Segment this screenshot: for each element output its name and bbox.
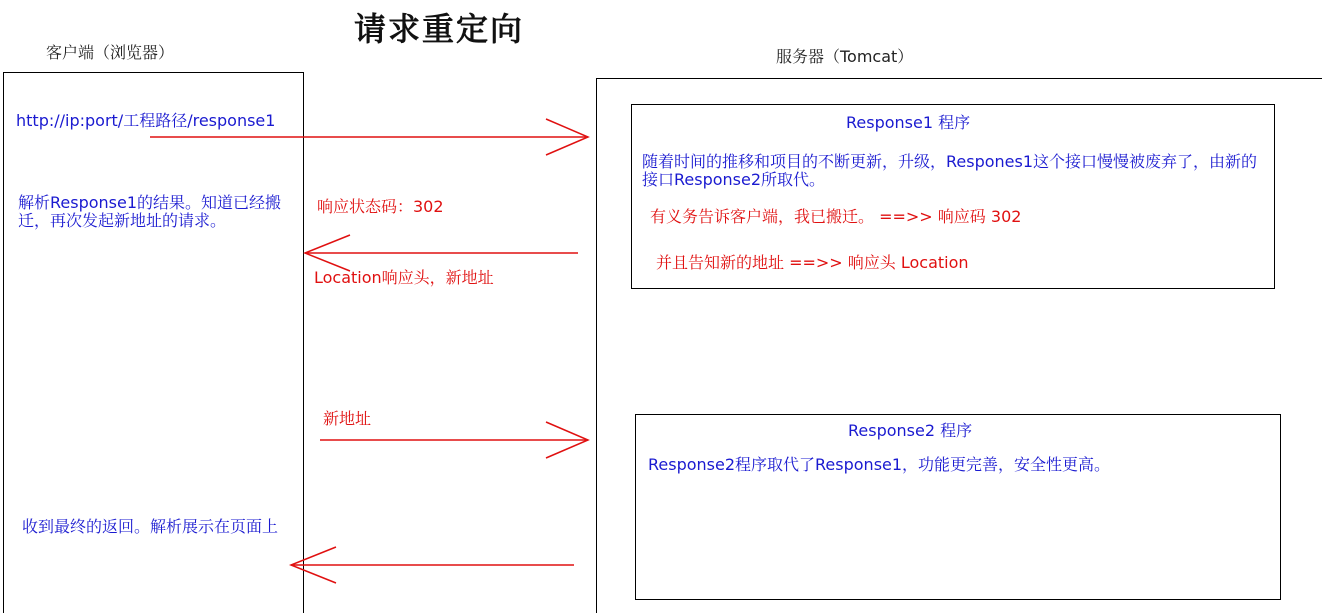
final-response-arrow [291,547,574,583]
response1-location-notice: 并且告知新的地址 ==>> 响应头 Location [656,253,969,272]
response1-status-notice: 有义务告诉客户端，我已搬迁。 ==>> 响应码 302 [650,207,1022,226]
status-code-label: 响应状态码：302 [317,197,444,216]
new-address-label: 新地址 [323,409,372,428]
server-caption: 服务器（Tomcat） [776,47,914,66]
client-parse-text: 解析Response1的结果。知道已经搬迁，再次发起新地址的请求。 [18,193,282,230]
new-request-arrow [320,422,588,458]
response1-description: 随着时间的推移和项目的不断更新，升级，Respones1这个接口慢慢被废弃了，由新的接口Response2所取代。 [642,152,1258,189]
redirect-response-arrow [305,235,578,271]
response2-title: Response2 程序 [848,421,973,440]
response1-title: Response1 程序 [846,113,971,132]
response2-description: Response2程序取代了Response1，功能更完善，安全性更高。 [648,455,1111,474]
client-final-text: 收到最终的返回。解析展示在页面上 [22,517,279,536]
request-url: http://ip:port/工程路径/response1 [16,111,276,130]
client-caption: 客户端（浏览器） [46,43,175,62]
request-arrow [150,119,588,155]
diagram-title: 请求重定向 [354,10,525,48]
location-header-label: Location响应头，新地址 [314,268,494,287]
